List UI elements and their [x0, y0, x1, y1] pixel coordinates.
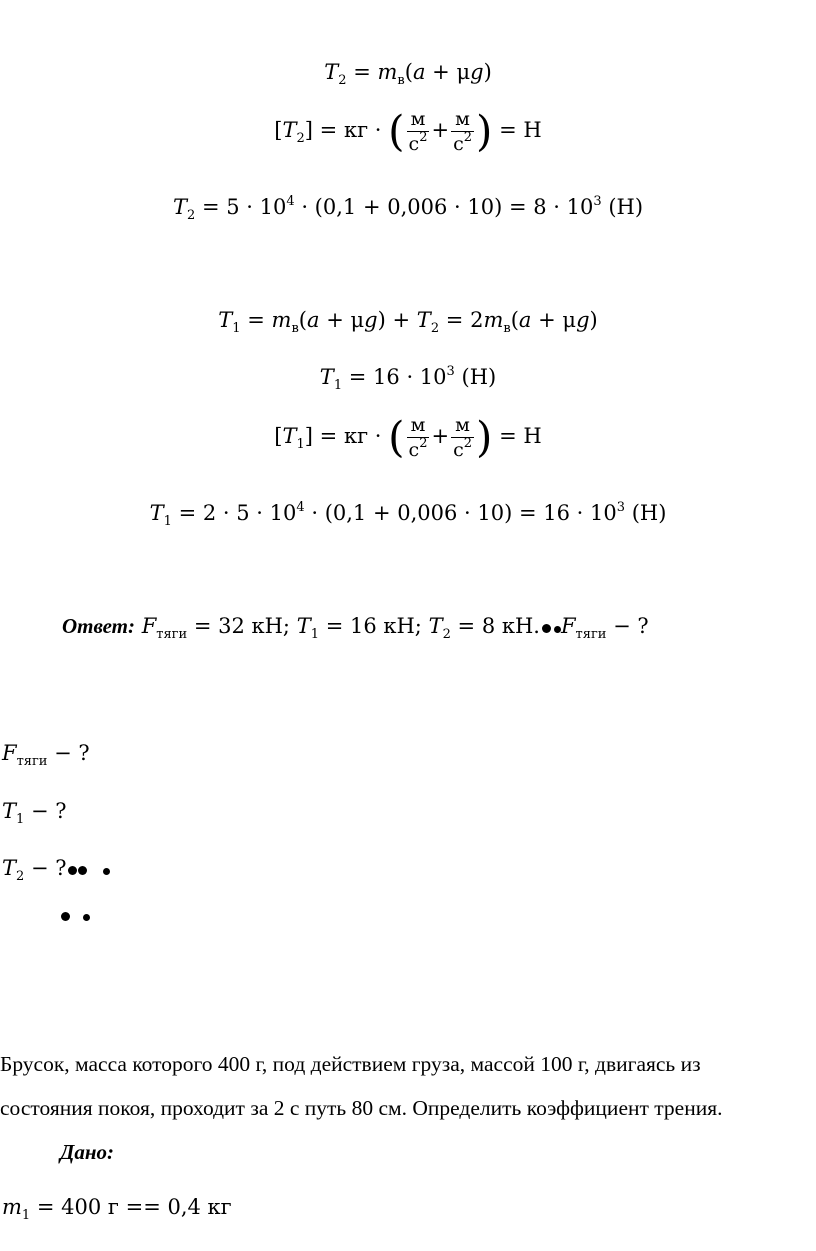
- bullet-icon: [78, 866, 87, 875]
- bullet-group: [61, 906, 90, 925]
- given-mass: $m_1 = 400$ г == 0,4 кг: [2, 1195, 232, 1223]
- bullet-icon: [103, 868, 110, 875]
- bullet-icon: [542, 624, 551, 633]
- equation-t1-formula: $T_1 = m_в(a + \mu g) + T_2 = 2m_в(a + \mu g)$: [218, 308, 598, 336]
- unknown-item: $T_1$ − ?: [2, 799, 67, 827]
- problem-text-line-2: состояния покоя, проходит за 2 с путь 80 см. Определить коэффициент трения.: [0, 1096, 723, 1120]
- unit-check-t2: $[T_2]$ = кг · ( $\frac{м}{с^2}$ + $\frac{м}{с^2}$ ) = Н: [274, 106, 542, 156]
- unknown-item: $F_{тяги}$ − ?: [2, 741, 90, 769]
- given-label: Дано:: [60, 1140, 114, 1164]
- unknown-item: $T_2$ − ?: [2, 856, 110, 880]
- answer-line: Ответ: $F_{тяги} = 32$ кН; $T_1 = 16$ кН; $T_2 = 8$ кН. $F_{тяги}$ − ?: [62, 614, 649, 642]
- unit-check-t1: $[T_1]$ = кг · ( $\frac{м}{с^2}$ + $\frac{м}{с^2}$ ) = Н: [274, 412, 542, 462]
- fraction-m-s2: $\frac{м}{с^2}$: [453, 414, 473, 461]
- fraction-m-s2: $\frac{м}{с^2}$: [408, 414, 428, 461]
- problem-text-line-1: Брусок, масса которого 400 г, под действием груза, массой 100 г, двигаясь из: [0, 1052, 701, 1076]
- bullet-icon: [61, 912, 70, 921]
- value-t1: $T_1 = 16 \cdot 10^3$ (Н): [319, 364, 497, 393]
- answer-label: Ответ:: [62, 614, 135, 638]
- calculation-t1: $T_1 = 2 \cdot 5 \cdot 10^4 \cdot (0,1 + 0,006 \cdot 10) = 16 \cdot 10^3$ (Н): [149, 500, 667, 529]
- bullet-icon: [554, 626, 561, 633]
- fraction-m-s2: $\frac{м}{с^2}$: [453, 108, 473, 155]
- bullet-icon: [83, 914, 90, 921]
- fraction-m-s2: $\frac{м}{с^2}$: [408, 108, 428, 155]
- equation-t2-formula: $T_2 = m_в(a + \mu g)$: [324, 60, 492, 88]
- calculation-t2: $T_2 = 5 \cdot 10^4 \cdot (0,1 + 0,006 \cdot 10) = 8 \cdot 10^3$ (Н): [172, 194, 644, 223]
- bullet-icon: [68, 866, 77, 875]
